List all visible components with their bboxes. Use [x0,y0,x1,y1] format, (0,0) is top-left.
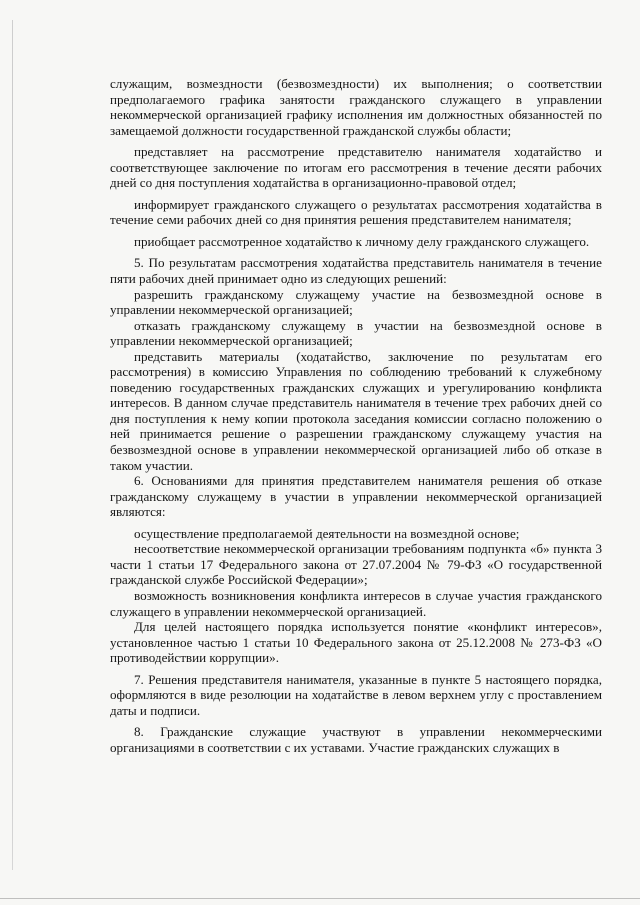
paragraph-6: разрешить гражданскому служащему участие на безвозмездной основе в управлении некоммерческой организацией; [110,286,602,318]
paragraph-1: служащим, возмездности (безвозмездности) их выполнения; о соответствии предполагаемого графика занятости гражданского служащего в управлении некоммерческой организацией графику исполнения им должностных обязанностей по замещаемой должности государственной гражданской службы области; [110,76,602,138]
paragraph-13: Для целей настоящего порядка используется понятие «конфликт интересов», установленное частью 1 статьи 10 Федерального закона от 25.12.2008 № 273-ФЗ «О противодействии коррупции». [110,619,602,666]
document-body [110,76,602,755]
scan-bottom-edge [0,898,640,899]
paragraph-8: представить материалы (ходатайство, заключение по результатам его рассмотрения) в комиссию Управления по соблюдению требований к служебному поведению государственных гражданских служащих и урегулированию конфликта интересов. В данном случае представитель нанимателя в течение трех рабочих дней со дня поступления к нему копии протокола заседания комиссии согласно положению о ней принимается решение о разрешении гражданскому служащему участия на безвозмездной основе в управлении некоммерческой организацией либо об отказе в таком участии. [110,348,602,473]
paragraph-4: приобщает рассмотренное ходатайство к личному делу гражданского служащего. [134,233,590,249]
paragraph-3: информирует гражданского служащего о результатах рассмотрения ходатайства в течение семи рабочих дней со дня принятия решения представителем нанимателя; [110,196,602,228]
paragraph-9: 6. Основаниями для принятия представителем нанимателя решения об отказе гражданскому служащему в участии в управлении некоммерческой организацией являются: [110,473,602,520]
paragraph-14: 7. Решения представителя нанимателя, указанные в пункте 5 настоящего порядка, оформляются в виде резолюции на ходатайстве в левом верхнем углу с проставлением даты и подписи. [110,671,602,718]
paragraph-2: представляет на рассмотрение представителю нанимателя ходатайство и соответствующее заключение по итогам его рассмотрения в течение десяти рабочих дней со дня поступления ходатайства в организационно-правовой отдел; [110,144,602,191]
paragraph-10: осуществление предполагаемой деятельности на возмездной основе; [134,525,520,541]
paragraph-7: отказать гражданскому служащему в участии на безвозмездной основе в управлении некоммерческой организацией; [110,317,602,349]
scan-page-edge [12,20,13,870]
paragraph-5: 5. По результатам рассмотрения ходатайства представитель нанимателя в течение пяти рабочих дней принимает одно из следующих решений: [110,255,602,287]
paragraph-12: возможность возникновения конфликта интересов в случае участия гражданского служащего в управлении некоммерческой организацией. [110,587,602,619]
paragraph-11: несоответствие некоммерческой организации требованиям подпункта «б» пункта 3 части 1 статьи 17 Федерального закона от 27.07.2004 № 79-ФЗ «О государственной гражданской службе Российской Федерации»; [110,541,602,588]
paragraph-15: 8. Гражданские служащие участвуют в управлении некоммерческими организациями в соответствии с их уставами. Участие гражданских служащих в [110,724,602,755]
